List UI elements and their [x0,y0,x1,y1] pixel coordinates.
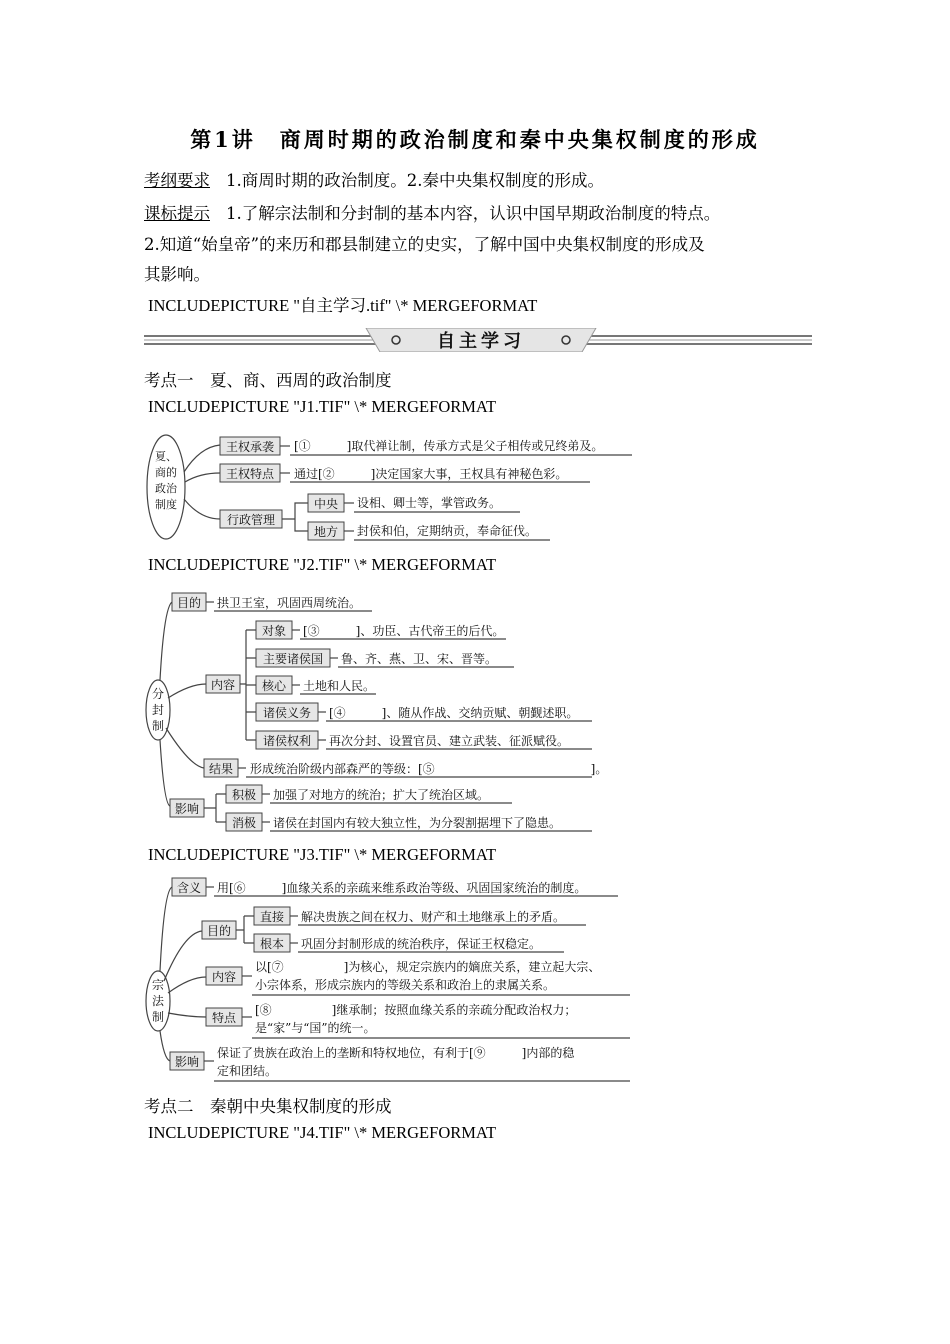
node-result-label: 结果 [208,762,234,776]
fundamental-text: 巩固分封制形成的统治秩序，保证王权稳定。 [301,937,542,951]
content-text-line-2: 小宗体系，形成宗族内的等级关系和政治上的隶属关系。 [255,978,556,992]
standard-label: 课标提示 [144,204,210,223]
root-line-3: 制 [151,1010,165,1024]
kingship-traits-text: 通过[② ]决定国家大事，王权具有神秘色彩。 [294,467,568,481]
node-feature-label: 特点 [211,1011,237,1025]
outline-label: 考纲要求 [144,171,210,190]
root-line-1: 分 [151,687,165,701]
node-major-states-label: 主要诸侯国 [262,652,324,666]
include-field-j3: INCLUDEPICTURE "J3.TIF" \* MERGEFORMAT [148,845,497,864]
include-field-banner: INCLUDEPICTURE "自主学习.tif" \* MERGEFORMAT [148,296,538,315]
node-purpose-label: 目的 [206,924,232,938]
vassal-duties-text: [④ ]、随从作战、交纳贡赋、朝觐述职。 [329,706,579,720]
local-text: 封侯和伯，定期纳贡，奉命征伐。 [357,524,538,538]
standard-line-1 [144,200,720,224]
result-text: 形成统治阶级内部森严的等级：[⑤ ]。 [250,762,608,776]
node-local-label: 地方 [313,525,339,539]
node-meaning-label: 含义 [176,881,202,895]
page-title: 第1讲 商周时期的政治制度和秦中央集权制度的形成 [190,127,760,152]
include-field-j1: INCLUDEPICTURE "J1.TIF" \* MERGEFORMAT [148,397,497,416]
node-purpose-label: 目的 [176,596,202,610]
mindmap-enfeoffment [140,588,610,833]
root-line-4: 制度 [155,498,177,511]
direct-text: 解决贵族之间在权力、财产和土地继承上的矛盾。 [301,910,566,924]
core-text: 土地和人民。 [303,679,376,693]
node-central-label: 中央 [313,497,339,511]
node-recipients-label: 对象 [261,624,287,638]
outline-line [144,167,604,191]
root-line-1: 宗 [151,978,165,992]
node-effect-label: 影响 [174,802,200,816]
root-line-3: 政治 [155,482,177,495]
root-line-2: 法 [151,994,165,1008]
positive-text: 加强了对地方的统治；扩大了统治区域。 [273,788,490,802]
recipients-text: [③ ]、功臣、古代帝王的后代。 [303,624,505,638]
major-states-text: 鲁、齐、燕、卫、宋、晋等。 [341,652,498,666]
include-field-j2: INCLUDEPICTURE "J2.TIF" \* MERGEFORMAT [148,555,497,574]
node-fundamental-label: 根本 [259,937,285,951]
include-field-j4: INCLUDEPICTURE "J4.TIF" \* MERGEFORMAT [148,1123,497,1142]
topic-one-heading: 考点一 夏、商、西周的政治制度 [144,371,392,390]
node-negative-label: 消极 [231,816,257,830]
branch-administration-label: 行政管理 [226,513,276,527]
effect-text-line-2: 定和团结。 [217,1064,278,1078]
node-content-label: 内容 [210,678,236,692]
banner-title: 自主学习 [437,331,525,352]
node-vassal-rights-label: 诸侯权利 [262,734,312,748]
effect-text-line-1: 保证了贵族在政治上的垄断和特权地位，有利于[⑨ ]内部的稳 [217,1046,575,1060]
content-text-line-1: 以[⑦ ]为核心，规定宗族内的嫡庶关系，建立起大宗、 [255,960,601,974]
node-content-label: 内容 [211,970,237,984]
feature-text-line-2: 是“家”与“国”的统一。 [255,1021,376,1035]
kingship-inheritance-text: [① ]取代禅让制，传承方式是父子相传或兄终弟及。 [294,439,604,453]
purpose-text: 拱卫王室，巩固西周统治。 [217,596,362,610]
section-banner [144,328,812,352]
central-text: 设相、卿士等，掌管政务。 [357,496,502,510]
branch-kingship-traits-label: 王权特点 [225,467,275,481]
root-line-2: 封 [151,703,165,717]
node-vassal-duties-label: 诸侯义务 [262,706,312,720]
standard-text-1: 1.了解宗法制和分封制的基本内容，认识中国早期政治制度的特点。 [226,204,721,223]
node-effect-label: 影响 [174,1055,200,1069]
root-line-2: 商的 [155,466,177,479]
mindmap-patriarchal-clan [140,873,640,1085]
topic-two-heading: 考点二 秦朝中央集权制度的形成 [144,1097,392,1116]
negative-text: 诸侯在封国内有较大独立性，为分裂割据埋下了隐患。 [273,816,562,830]
root-line-1: 夏、 [155,450,177,463]
feature-text-line-1: [⑧ ]继承制；按照血缘关系的亲疏分配政治权力； [255,1003,577,1017]
outline-text: 1.商周时期的政治制度。2.秦中央集权制度的形成。 [226,171,604,190]
meaning-text: 用[⑥ ]血缘关系的亲疏来维系政治等级、巩固国家统治的制度。 [217,881,587,895]
standard-line-2: 2.知道“始皇帝”的来历和郡县制建立的史实，了解中国中央集权制度的形成及 [144,235,705,254]
mindmap-xia-shang-zhou [140,427,640,547]
node-core-label: 核心 [261,679,287,693]
node-direct-label: 直接 [259,910,285,924]
vassal-rights-text: 再次分封、设置官员、建立武装、征派赋役。 [329,734,570,748]
branch-kingship-inheritance-label: 王权承袭 [225,440,275,454]
standard-line-3: 其影响。 [144,265,210,284]
root-line-3: 制 [151,719,165,733]
node-positive-label: 积极 [231,788,257,802]
